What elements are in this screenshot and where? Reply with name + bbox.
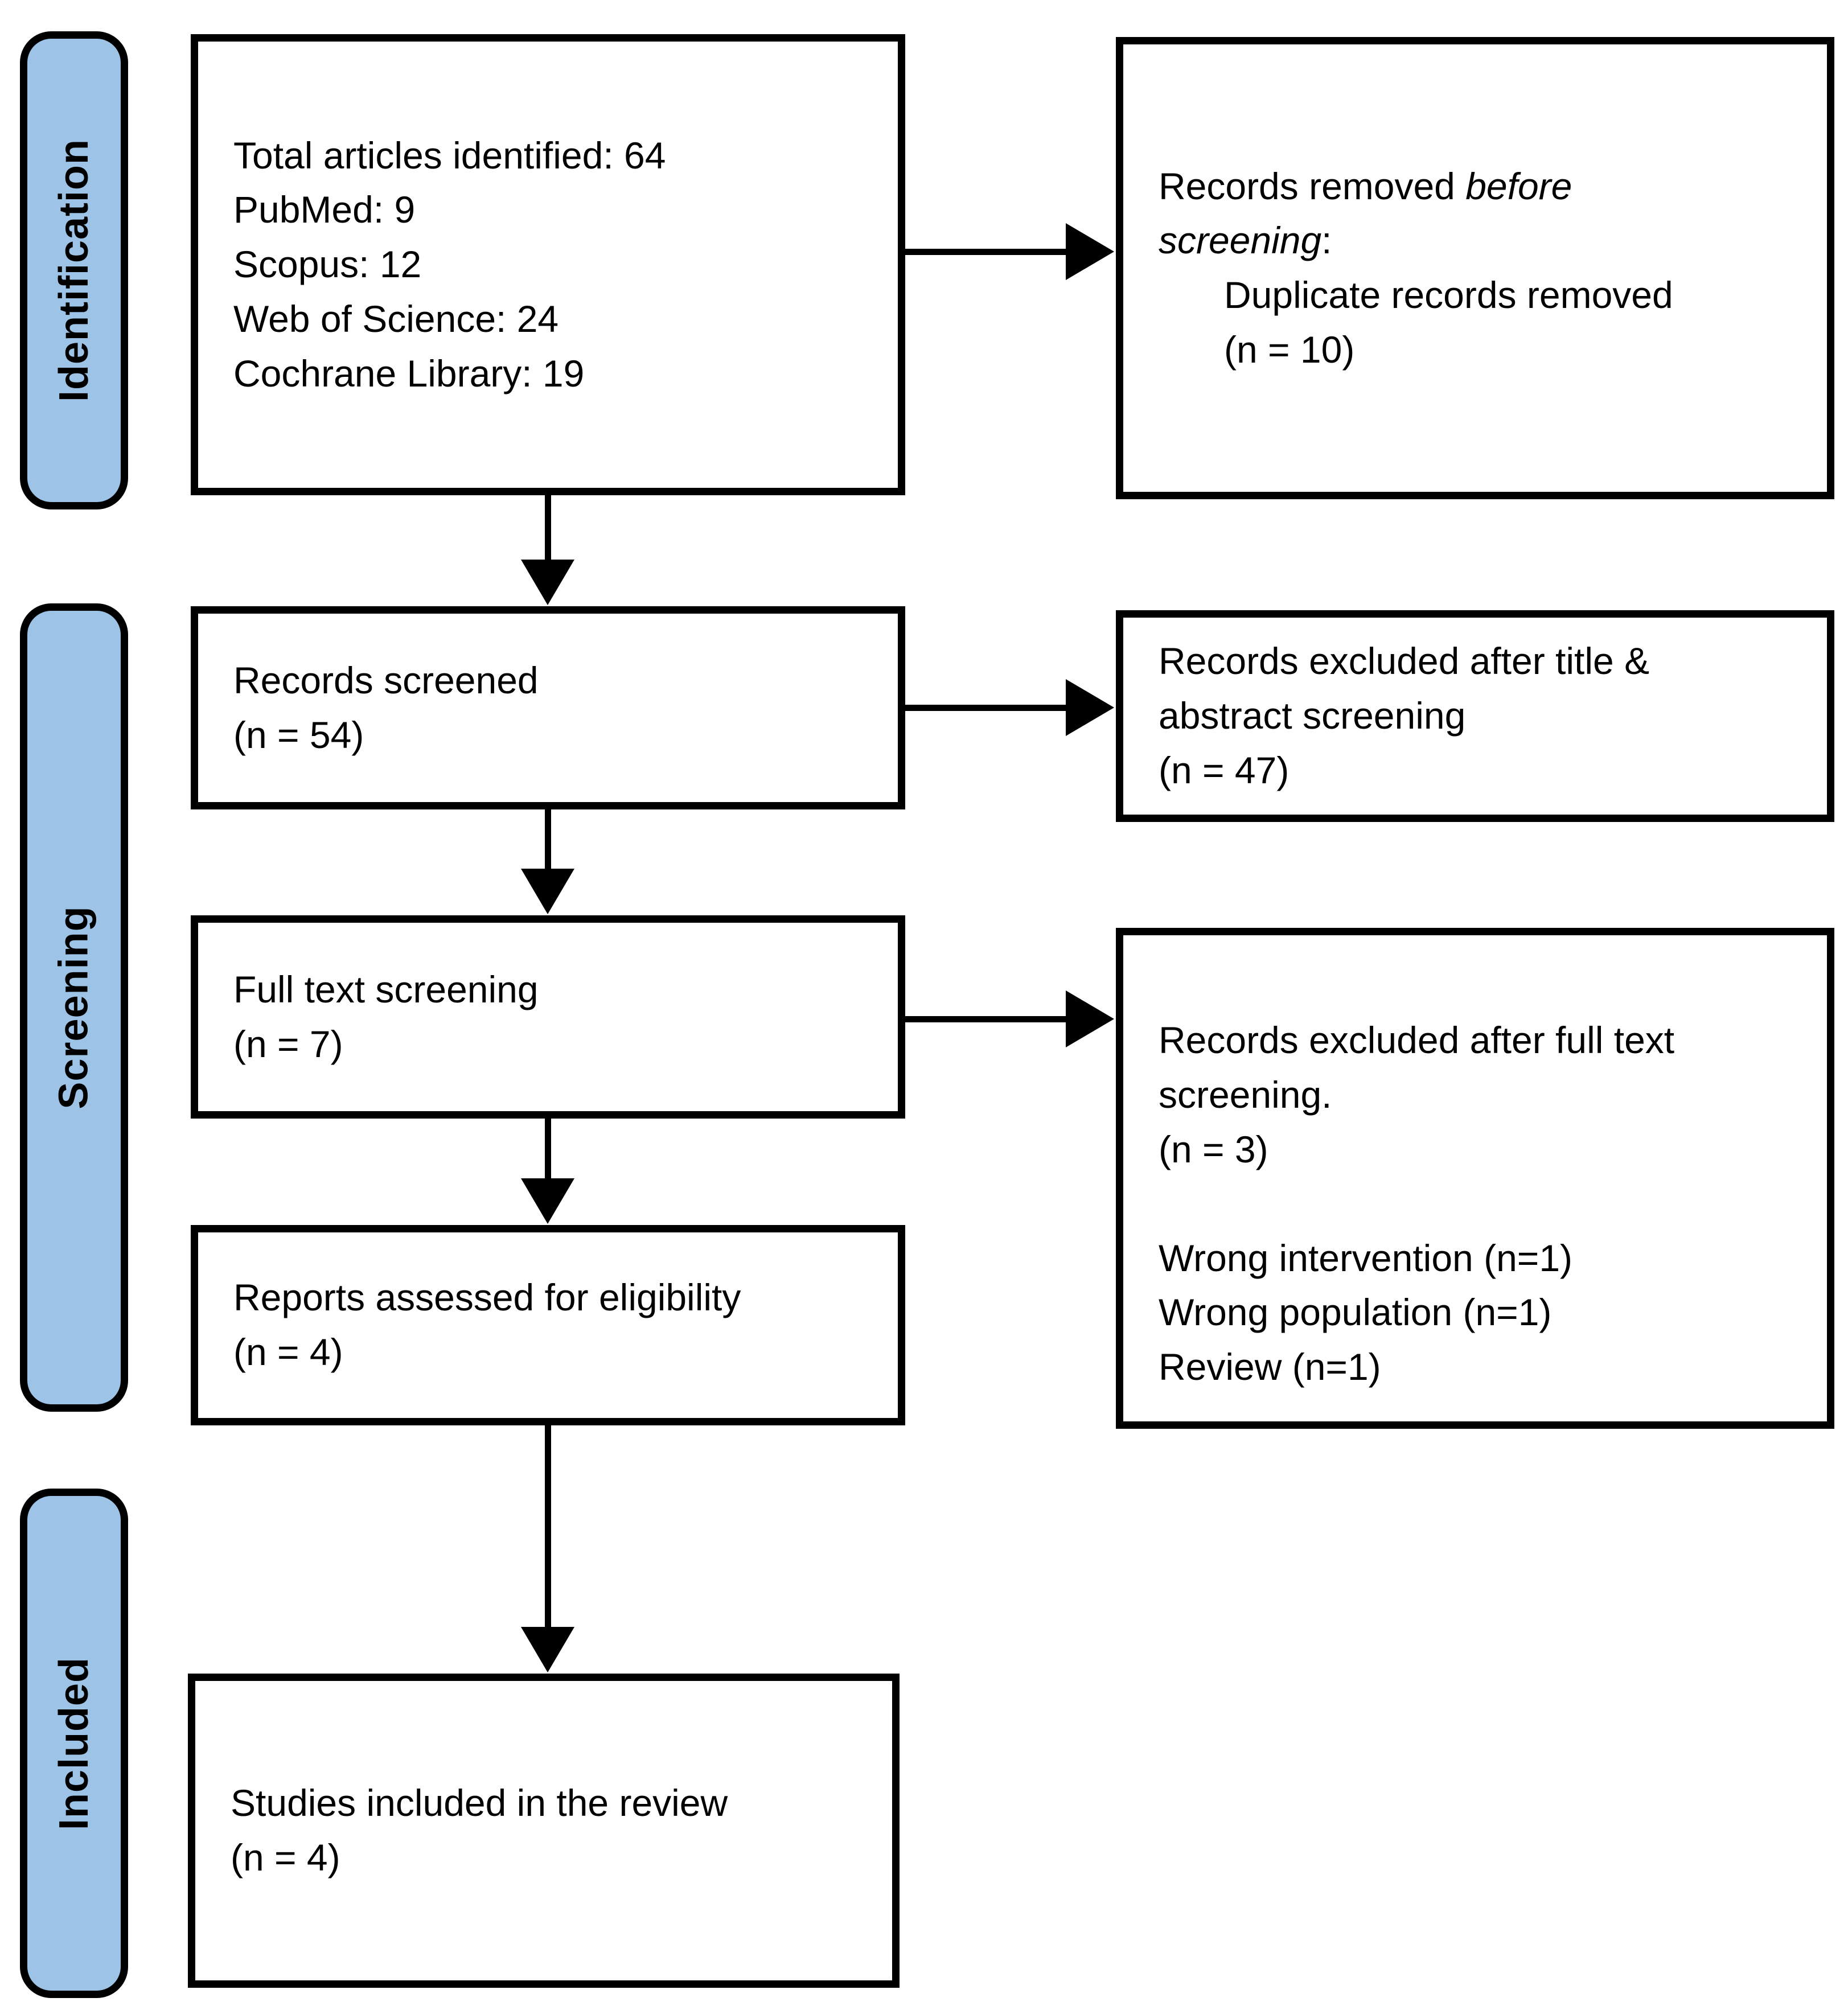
removed-before-screening-title bbox=[1159, 159, 1728, 268]
stage-included bbox=[20, 1489, 128, 1998]
reports-assessed-title: Reports assessed for eligibility bbox=[233, 1276, 741, 1319]
duplicate-records-removed-line: Duplicate records removed bbox=[1224, 274, 1673, 316]
exclusion-reasons bbox=[1159, 1231, 1781, 1395]
arrow-assessed-to-included-shaft bbox=[545, 1425, 551, 1630]
box-excluded-full-text bbox=[1116, 928, 1834, 1429]
arrow-fulltext-to-excluded-head bbox=[1066, 990, 1114, 1047]
stage-screening-label: Screening bbox=[51, 906, 97, 1109]
box-records-removed-before-screening bbox=[1116, 37, 1834, 499]
removed-title-prefix: Records removed bbox=[1159, 165, 1466, 207]
box-reports-assessed bbox=[191, 1225, 905, 1425]
identified-cochrane-line: Cochrane Library: 19 bbox=[233, 352, 585, 394]
records-screened-count: (n = 54) bbox=[233, 713, 364, 756]
records-screened-title: Records screened bbox=[233, 659, 539, 701]
full-text-screening-title: Full text screening bbox=[233, 968, 539, 1010]
identified-wos-line: Web of Science: 24 bbox=[233, 297, 559, 340]
exclusion-reason-review: Review (n=1) bbox=[1159, 1345, 1381, 1388]
arrow-identified-to-removed-head bbox=[1066, 223, 1114, 280]
removed-title-italic: before screening bbox=[1159, 165, 1572, 262]
stage-identification-label: Identification bbox=[51, 139, 97, 402]
box-full-text-screening bbox=[191, 915, 905, 1119]
arrow-fulltext-to-excluded-shaft bbox=[905, 1016, 1070, 1022]
full-text-screening-count: (n = 7) bbox=[233, 1022, 343, 1065]
arrow-identified-to-screened-head bbox=[521, 560, 574, 605]
excluded-title-abstract-title: Records excluded after title & abstract screening bbox=[1159, 640, 1650, 737]
exclusion-reason-intervention: Wrong intervention (n=1) bbox=[1159, 1236, 1572, 1279]
excluded-full-text-count: (n = 3) bbox=[1159, 1128, 1268, 1170]
arrow-screened-to-excluded-shaft bbox=[905, 705, 1070, 711]
arrow-screened-to-fulltext-shaft bbox=[545, 809, 551, 872]
arrow-assessed-to-included-head bbox=[521, 1627, 574, 1672]
duplicate-records-removed-count: (n = 10) bbox=[1224, 328, 1355, 371]
identified-scopus-line: Scopus: 12 bbox=[233, 243, 422, 286]
box-excluded-title-abstract bbox=[1116, 610, 1834, 822]
excluded-title-abstract-count: (n = 47) bbox=[1159, 749, 1290, 791]
reports-assessed-count: (n = 4) bbox=[233, 1331, 343, 1373]
identified-pubmed-line: PubMed: 9 bbox=[233, 188, 416, 231]
box-articles-identified bbox=[191, 34, 905, 495]
stage-screening bbox=[20, 603, 128, 1412]
stage-included-label: Included bbox=[51, 1656, 97, 1830]
identified-total-line: Total articles identified: 64 bbox=[233, 134, 666, 176]
arrow-screened-to-fulltext-head bbox=[521, 869, 574, 914]
arrow-identified-to-removed-shaft bbox=[905, 249, 1070, 255]
arrow-fulltext-to-assessed-shaft bbox=[545, 1119, 551, 1181]
arrow-fulltext-to-assessed-head bbox=[521, 1178, 574, 1224]
exclusion-reason-population: Wrong population (n=1) bbox=[1159, 1291, 1552, 1334]
stage-identification bbox=[20, 31, 128, 509]
box-studies-included bbox=[188, 1674, 900, 1988]
studies-included-title: Studies included in the review bbox=[231, 1782, 728, 1824]
arrow-screened-to-excluded-head bbox=[1066, 679, 1114, 736]
box-records-screened bbox=[191, 606, 905, 809]
studies-included-count: (n = 4) bbox=[231, 1836, 340, 1878]
excluded-full-text-title: Records excluded after full text screening. bbox=[1159, 1019, 1675, 1116]
arrow-identified-to-screened-shaft bbox=[545, 495, 551, 562]
removed-title-suffix: : bbox=[1321, 219, 1332, 262]
